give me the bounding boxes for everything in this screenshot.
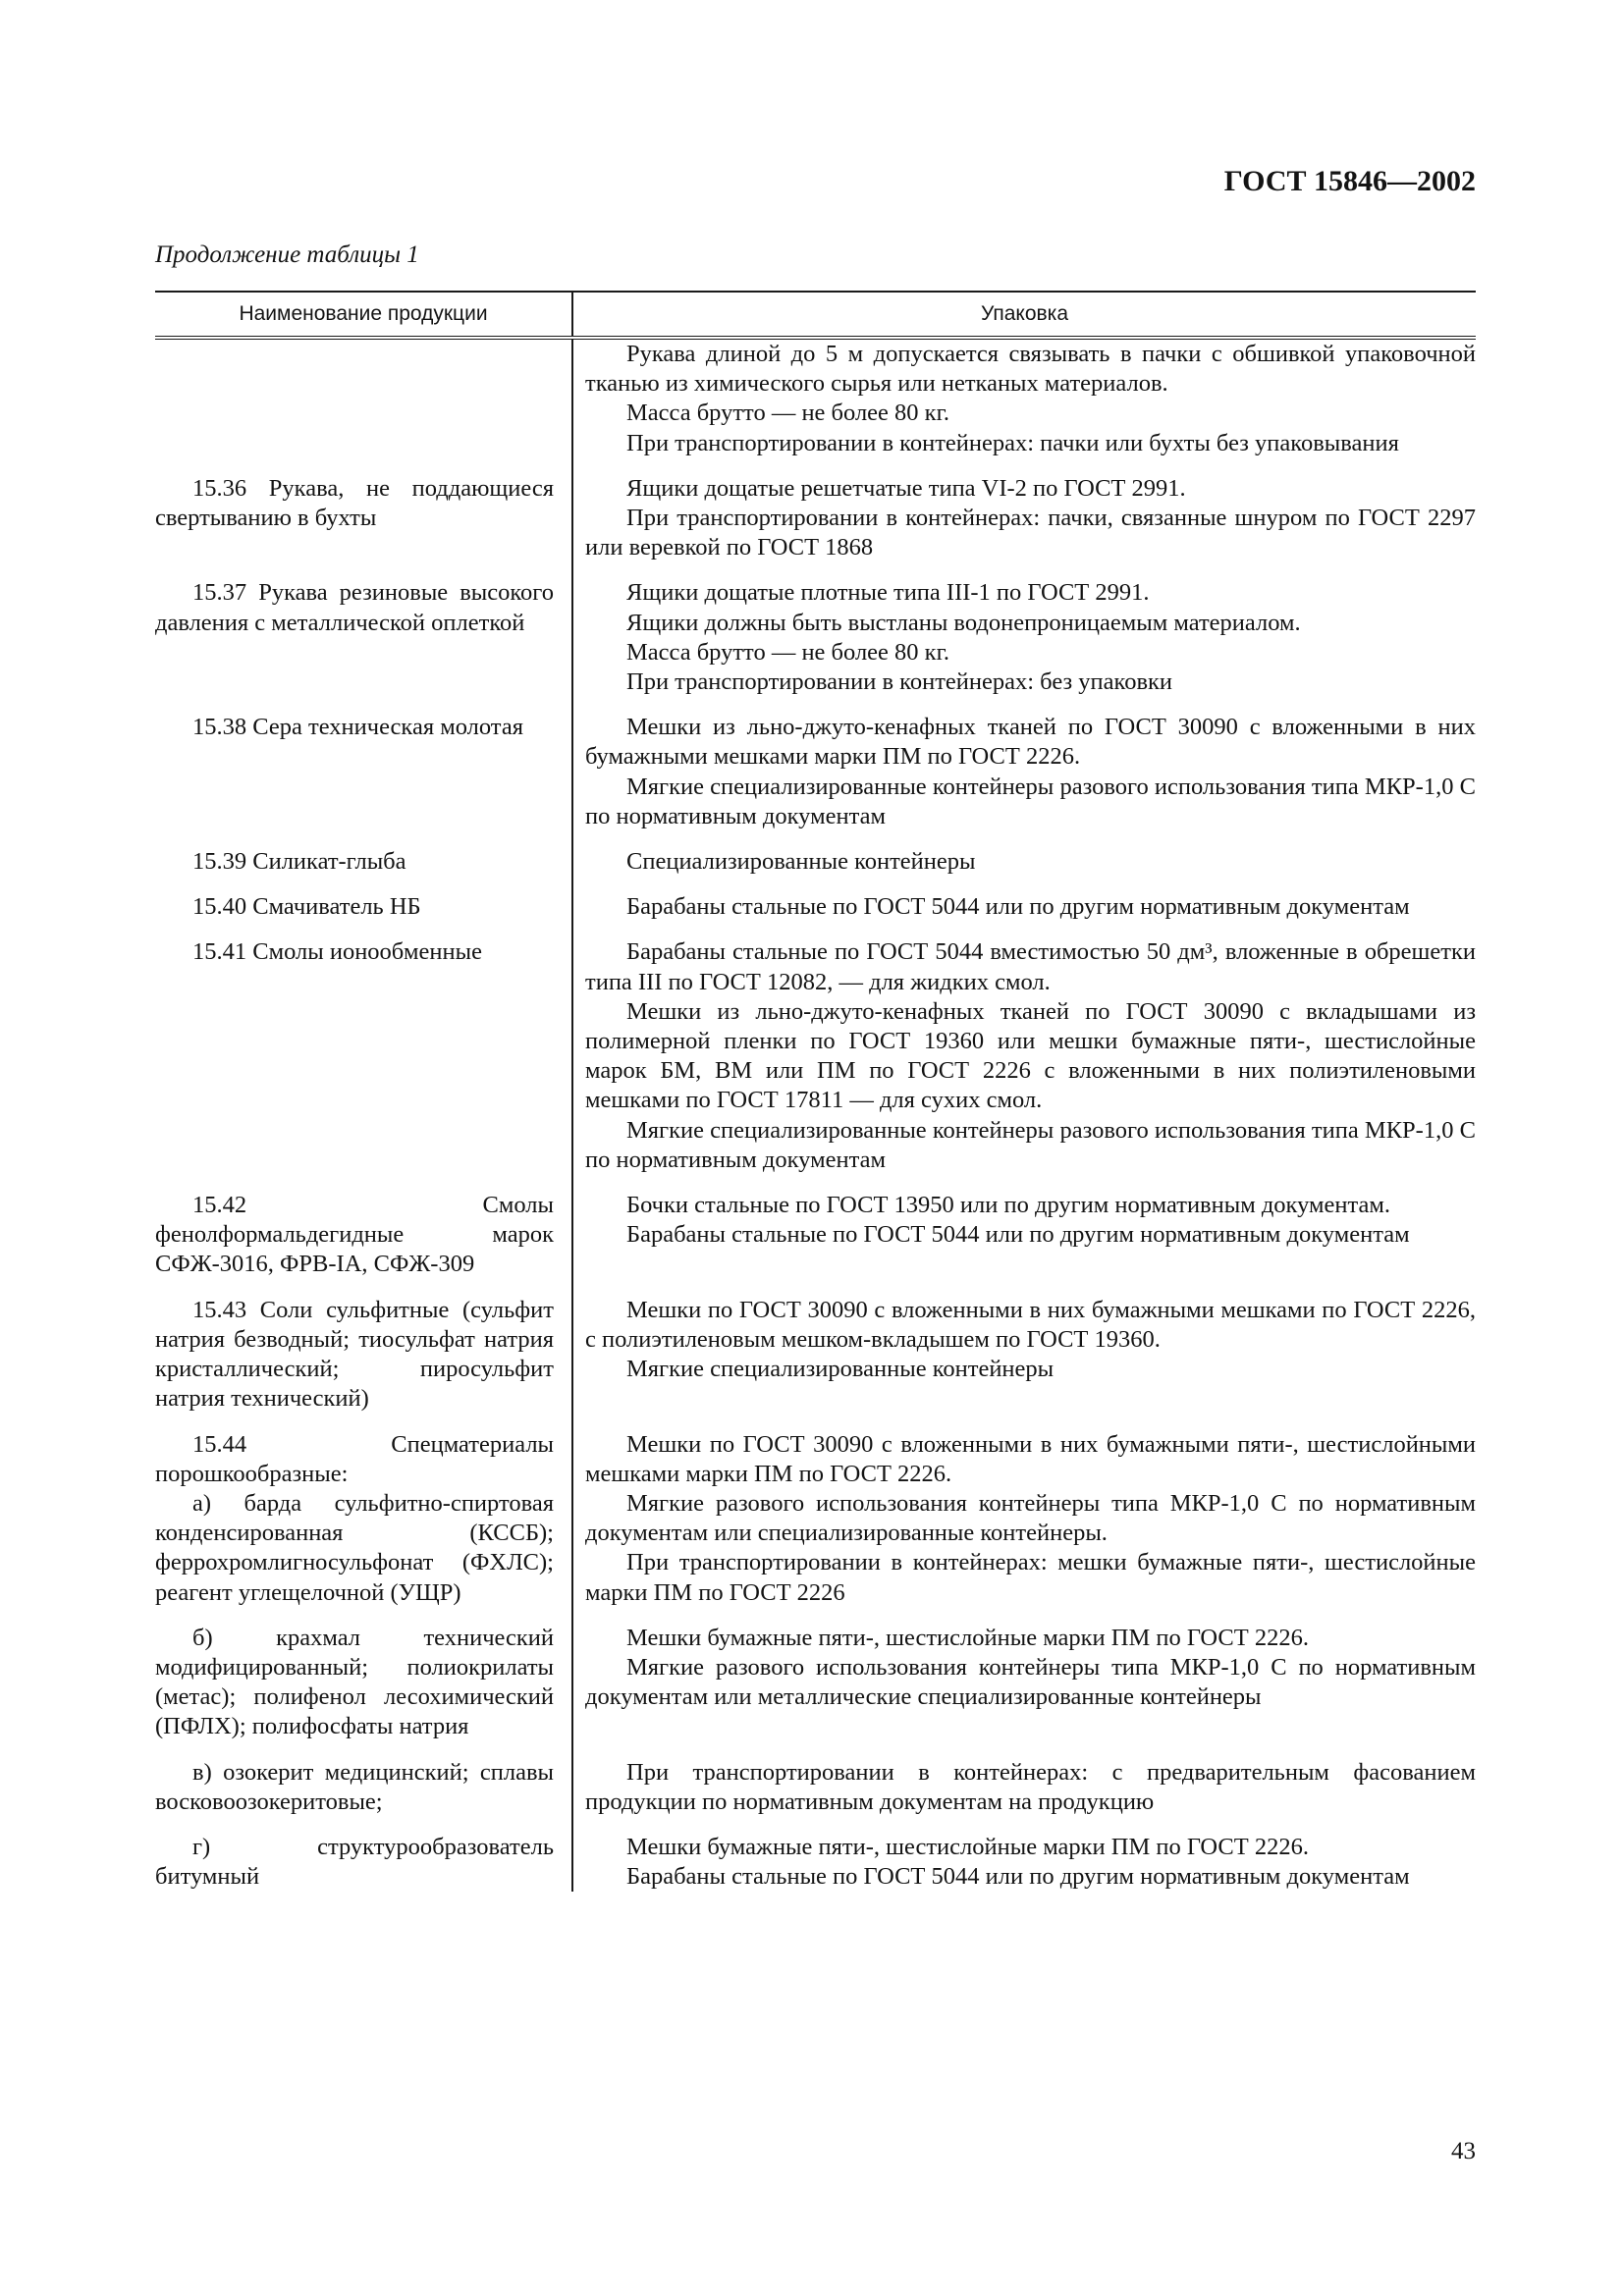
packaging-cell <box>571 340 1476 458</box>
product-name-cell <box>155 713 571 831</box>
table-row <box>155 1624 1476 1742</box>
product-name-text: 15.43 Соли сульфитные (сульфит натрия безводный; тиосульфат натрия кристаллический; пиросульфит натрия технический) <box>155 1296 554 1413</box>
table-row <box>155 1296 1476 1415</box>
table-header <box>155 291 1476 340</box>
table-row <box>155 1758 1476 1817</box>
packaging-text: Барабаны стальные по ГОСТ 5044 или по другим нормативным документам <box>626 893 1410 921</box>
product-name-text: 15.44 Спецматериалы порошкообразные: <box>155 1430 554 1487</box>
packaging-cell <box>571 1833 1476 1892</box>
product-name-text: 15.38 Сера техническая молотая <box>192 714 523 741</box>
product-name-cell <box>155 847 571 877</box>
product-name-cell <box>155 1430 571 1608</box>
packaging-text: Мешки по ГОСТ 30090 с вложенными в них бумажными мешками по ГОСТ 2226, с полиэтиленовым мешком-вкладышем по ГОСТ 19360. <box>585 1296 1476 1353</box>
packaging-text: Мешки из льно-джуто-кенафных тканей по ГОСТ 30090 с вкладышами из полимерной пленки по ГОСТ 19360 или мешки бумажные пяти-, шестислойные марок БМ, ВМ или ПМ по ГОСТ 2226 с вложенными в них полиэтиленовыми мешками по ГОСТ 17811 — для сухих смол. <box>585 997 1476 1114</box>
packaging-cell <box>571 892 1476 922</box>
row-spacer <box>155 922 1476 937</box>
packaging-text: Барабаны стальные по ГОСТ 5044 или по другим нормативным документам <box>626 1221 1410 1249</box>
product-name-cell <box>155 1191 571 1280</box>
row-spacer <box>155 1817 1476 1833</box>
product-name-text: г) структурообразователь битумный <box>155 1833 554 1891</box>
packaging-cell <box>571 474 1476 563</box>
row-spacer <box>155 697 1476 713</box>
product-name-text: а) барда сульфитно-спиртовая конденсированная (КССБ); феррохромлигносульфонат (ФХЛС); реагент углещелочной (УЩР) <box>155 1489 554 1606</box>
row-spacer <box>155 1280 1476 1296</box>
packaging-text: Мешки бумажные пяти-, шестислойные марки ПМ по ГОСТ 2226. <box>626 1833 1309 1860</box>
packaging-text: Ящики дощатые решетчатые типа VI-2 по ГОСТ 2991. <box>626 474 1186 502</box>
product-name-text: 15.37 Рукава резиновые высокого давления с металлической оплеткой <box>155 579 554 636</box>
table-row <box>155 1833 1476 1892</box>
table-row <box>155 578 1476 697</box>
table-row <box>155 847 1476 877</box>
document-code: ГОСТ 15846—2002 <box>1223 165 1476 197</box>
packaging-text: Специализированные контейнеры <box>626 848 976 876</box>
table-row <box>155 892 1476 922</box>
column-divider <box>571 340 573 1892</box>
product-name-text: 15.40 Смачиватель НБ <box>192 893 421 921</box>
packaging-text: Мешки из льно-джуто-кенафных тканей по ГОСТ 30090 с вложенными в них бумажными мешками марки ПМ по ГОСТ 2226. <box>585 714 1476 771</box>
packaging-table <box>155 291 1476 1892</box>
packaging-text: Мягкие разового использования контейнеры типа МКР-1,0 С по нормативным документам или специализированные контейнеры. <box>585 1489 1476 1547</box>
table-caption: Продолжение таблицы 1 <box>155 241 419 268</box>
column-header-packaging: Упаковка <box>980 302 1069 325</box>
packaging-text: Мягкие специализированные контейнеры разового использования типа МКР-1,0 С по нормативным документам <box>585 773 1476 829</box>
packaging-text: Мягкие специализированные контейнеры <box>626 1356 1055 1383</box>
page-number: 43 <box>1451 2138 1476 2164</box>
packaging-text: Бочки стальные по ГОСТ 13950 или по другим нормативным документам. <box>626 1192 1391 1219</box>
packaging-text: Ящики дощатые плотные типа III-1 по ГОСТ 2991. <box>626 579 1150 607</box>
packaging-cell <box>571 1430 1476 1608</box>
product-name-text: 15.42 Смолы фенолформальдегидные марок СФЖ-3016, ФРВ-IA, СФЖ-309 <box>155 1192 554 1278</box>
product-name-text: в) озокерит медицинский; сплавы восковоозокеритовые; <box>155 1758 554 1815</box>
packaging-text: Ящики должны быть выстланы водонепроницаемым материалом. <box>626 609 1301 636</box>
table-row <box>155 713 1476 831</box>
packaging-text: Масса брутто — не более 80 кг. <box>626 400 949 427</box>
packaging-text: Барабаны стальные по ГОСТ 5044 вместимостью 50 дм³, вложенные в обрешетки типа III по ГОСТ 12082, — для жидких смол. <box>585 938 1476 995</box>
row-spacer <box>155 562 1476 578</box>
packaging-text: Мягкие разового использования контейнеры типа МКР-1,0 С по нормативным документам или металлические специализированные контейнеры <box>585 1653 1476 1711</box>
product-name-text: 15.39 Силикат-глыба <box>192 848 406 876</box>
packaging-text: Барабаны стальные по ГОСТ 5044 или по другим нормативным документам <box>626 1863 1410 1891</box>
packaging-cell <box>571 1624 1476 1742</box>
row-spacer <box>155 1742 1476 1758</box>
product-name-text: 15.41 Смолы ионообменные <box>192 938 482 966</box>
packaging-cell <box>571 578 1476 697</box>
product-name-cell <box>155 474 571 563</box>
packaging-text: При транспортировании в контейнерах: с предварительным фасованием продукции по нормативным документам на продукцию <box>585 1758 1476 1815</box>
product-name-text: 15.36 Рукава, не поддающиеся свертыванию в бухты <box>155 474 554 532</box>
table-row <box>155 340 1476 458</box>
table-row <box>155 474 1476 563</box>
product-name-cell <box>155 1758 571 1817</box>
product-name-cell <box>155 1296 571 1415</box>
packaging-cell <box>571 847 1476 877</box>
row-spacer <box>155 831 1476 847</box>
product-name-cell <box>155 1624 571 1742</box>
packaging-cell <box>571 1191 1476 1280</box>
product-name-cell <box>155 578 571 697</box>
table-row <box>155 1191 1476 1280</box>
table-row <box>155 937 1476 1175</box>
row-spacer <box>155 458 1476 474</box>
packaging-text: Рукава длиной до 5 м допускается связывать в пачки с обшивкой упаковочной тканью из химического сырья или нетканых материалов. <box>585 341 1476 398</box>
packaging-text: Мешки по ГОСТ 30090 с вложенными в них бумажными пяти-, шестислойными мешками марки ПМ по ГОСТ 2226. <box>585 1430 1476 1487</box>
row-spacer <box>155 877 1476 892</box>
packaging-text: При транспортировании в контейнерах: пачки или бухты без упаковывания <box>626 429 1399 456</box>
row-spacer <box>155 1415 1476 1430</box>
packaging-text: Мешки бумажные пяти-, шестислойные марки ПМ по ГОСТ 2226. <box>626 1624 1309 1651</box>
product-name-text: б) крахмал технический модифицированный; полиокрилаты (метас); полифенол лесохимический (ПФЛХ); полифосфаты натрия <box>155 1624 554 1740</box>
product-name-cell <box>155 340 571 458</box>
packaging-cell <box>571 1296 1476 1415</box>
row-spacer <box>155 1608 1476 1624</box>
packaging-text: При транспортировании в контейнерах: пачки, связанные шнуром по ГОСТ 2297 или веревкой по ГОСТ 1868 <box>585 505 1476 561</box>
product-name-cell <box>155 892 571 922</box>
packaging-text: При транспортировании в контейнерах: без упаковки <box>626 668 1173 696</box>
packaging-cell <box>571 713 1476 831</box>
row-spacer <box>155 1175 1476 1191</box>
packaging-text: При транспортировании в контейнерах: мешки бумажные пяти-, шестислойные марки ПМ по ГОСТ 2226 <box>585 1549 1476 1606</box>
table-body <box>155 340 1476 1892</box>
packaging-cell <box>571 1758 1476 1817</box>
packaging-text: Масса брутто — не более 80 кг. <box>626 638 949 666</box>
packaging-text: Мягкие специализированные контейнеры разового использования типа МКР-1,0 С по нормативным документам <box>585 1116 1476 1173</box>
packaging-cell <box>571 937 1476 1175</box>
table-row <box>155 1430 1476 1608</box>
column-header-product: Наименование продукции <box>155 293 573 336</box>
product-name-cell <box>155 937 571 1175</box>
product-name-cell <box>155 1833 571 1892</box>
